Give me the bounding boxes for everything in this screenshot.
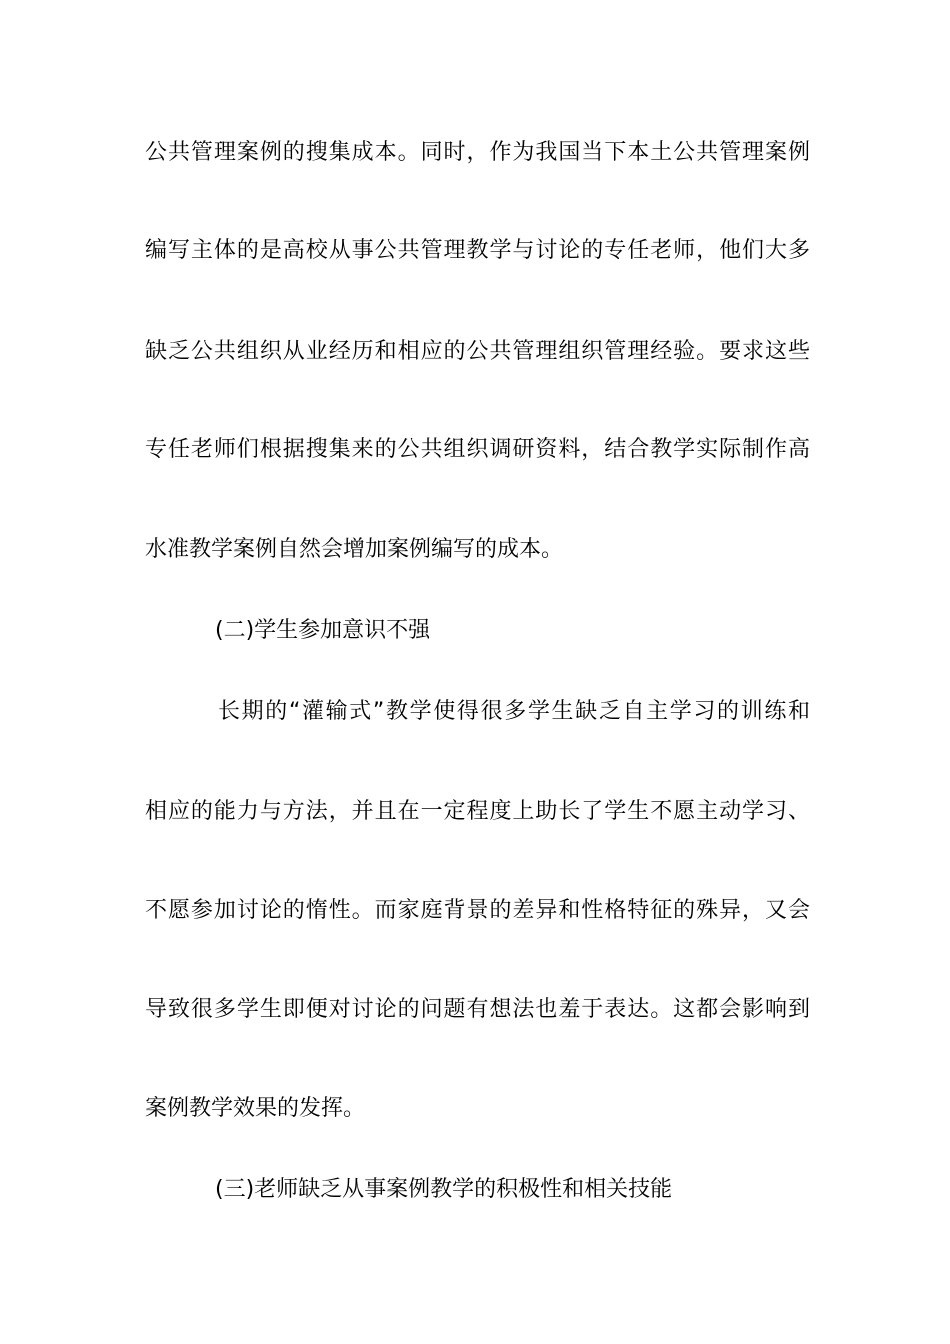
paragraph-1-line-2: 编写主体的是高校从事公共管理教学与讨论的专任老师，他们大多	[145, 238, 810, 263]
paragraph-2-line-4: 导致很多学生即便对讨论的问题有想法也羞于表达。这都会影响到	[145, 997, 810, 1022]
paragraph-1-line-5: 水准教学案例自然会增加案例编写的成本。	[145, 537, 564, 562]
paragraph-2-line-2: 相应的能力与方法，并且在一定程度上助长了学生不愿主动学习、	[145, 799, 810, 824]
paragraph-2-line-1: 长期的“灌输式”教学使得很多学生缺乏自主学习的训练和	[218, 699, 810, 724]
section-heading-2: (二)学生参加意识不强	[215, 618, 431, 643]
paragraph-1-line-3: 缺乏公共组织从业经历和相应的公共管理组织管理经验。要求这些	[145, 339, 810, 364]
paragraph-2-line-5: 案例教学效果的发挥。	[145, 1096, 366, 1121]
paragraph-1-line-4: 专任老师们根据搜集来的公共组织调研资料，结合教学实际制作高	[145, 437, 810, 462]
section-heading-3: (三)老师缺乏从事案例教学的积极性和相关技能	[215, 1177, 673, 1202]
paragraph-1-line-1: 公共管理案例的搜集成本。同时，作为我国当下本土公共管理案例	[145, 140, 810, 165]
paragraph-2-line-3: 不愿参加讨论的惰性。而家庭背景的差异和性格特征的殊异，又会	[145, 898, 810, 923]
